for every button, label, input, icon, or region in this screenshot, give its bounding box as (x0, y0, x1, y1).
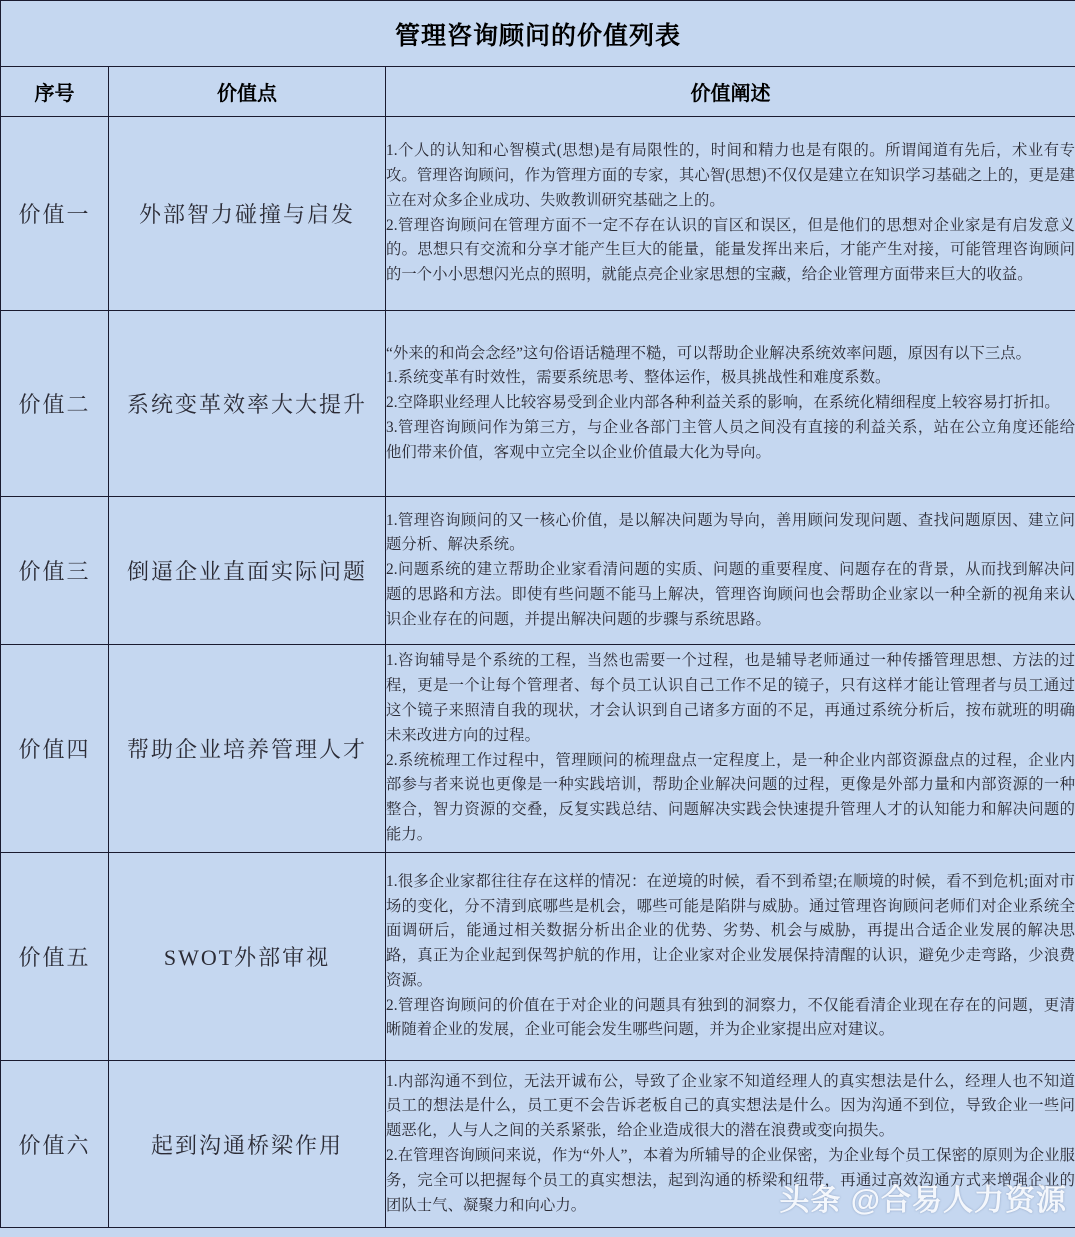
column-header-point: 价值点 (109, 67, 386, 117)
row-number-cell: 价值五 (1, 853, 109, 1061)
row-description-cell (386, 1061, 1075, 1228)
description-paragraph: 2.问题系统的建立帮助企业家看清问题的实质、问题的重要程度、问题存在的背景，从而找到解决问题的思路和方法。即使有些问题不能马上解决，管理咨询顾问也会帮助企业家以一种全新的视角来认识企业存在的问题，并提出解决问题的步骤与系统思路。 (386, 561, 1075, 628)
description-paragraph: 1.个人的认知和心智模式(思想)是有局限性的，时间和精力也是有限的。所谓闻道有先后，术业有专攻。管理咨询顾问，作为管理方面的专家，其心智(思想)不仅仅是建立在知识学习基础之上的，更是建立在对众多企业成功、失败教训研究基础之上的。 (386, 142, 1075, 209)
table-header-row (1, 67, 1075, 117)
row-number-cell: 价值六 (1, 1061, 109, 1228)
watermark-text: 头条 @合易人力资源 (779, 1184, 1067, 1217)
row-description-cell (386, 311, 1075, 497)
row-description-cell (386, 853, 1075, 1061)
description-paragraph: 2.管理咨询顾问在管理方面不一定不存在认识的盲区和误区，但是他们的思想对企业家是有启发意义的。思想只有交流和分享才能产生巨大的能量，能量发挥出来后，才能产生对接，可能管理咨询顾问的一个小小思想闪光点的照明，就能点亮企业家思想的宝藏，给企业管理方面带来巨大的收益。 (386, 216, 1075, 284)
row-value-point-cell: SWOT外部审视 (109, 853, 386, 1061)
row-description-cell (386, 497, 1075, 645)
row-description-cell (386, 117, 1075, 311)
column-header-no: 序号 (1, 67, 109, 117)
table-title-row (1, 1, 1075, 67)
description-paragraph: 2.在管理咨询顾问来说，作为“外人”，本着为所辅导的企业保密，为企业每个员工保密的原则为企业服务，完全可以把握每个员工的真实想法，起到沟通的桥梁和纽带，再通过高效沟通方式来增强企业的团队士气、凝聚力和向心力。 (386, 1147, 1075, 1214)
description-paragraph: 2.管理咨询顾问的价值在于对企业的问题具有独到的洞察力，不仅能看清企业现在存在的问题，更清晰随着企业的发展，企业可能会发生哪些问题，并为企业家提出应对建议。 (386, 996, 1075, 1039)
description-paragraph: 2.系统梳理工作过程中，管理顾问的梳理盘点一定程度上，是一种企业内部资源盘点的过程，企业内部参与者来说也更像是一种实践培训，帮助企业解决问题的过程，更像是外部力量和内部资源的一种整合，智力资源的交叠，反复实践总结、问题解决实践会快速提升管理人才的认知能力和解决问题的能力。 (386, 751, 1075, 843)
description-paragraph: 2.空降职业经理人比较容易受到企业内部各种利益关系的影响，在系统化精细程度上较容易打折扣。 (386, 394, 1060, 412)
row-number-cell: 价值二 (1, 311, 109, 497)
table-row (1, 645, 1075, 853)
row-value-point-cell: 系统变革效率大大提升 (109, 311, 386, 497)
row-description-cell (386, 645, 1075, 853)
description-paragraph: 1.系统变革有时效性，需要系统思考、整体运作，极具挑战性和难度系数。 (386, 369, 891, 387)
column-header-desc: 价值阐述 (386, 67, 1075, 117)
row-value-point-cell: 帮助企业培养管理人才 (109, 645, 386, 853)
row-value-point-cell: 倒逼企业直面实际问题 (109, 497, 386, 645)
row-number-cell: 价值四 (1, 645, 109, 853)
description-paragraph: 1.管理咨询顾问的又一核心价值，是以解决问题为导向，善用顾问发现问题、查找问题原因、建立问题分析、解决系统。 (386, 511, 1075, 554)
row-value-point-cell: 外部智力碰撞与启发 (109, 117, 386, 311)
description-paragraph: 1.很多企业家都往往存在这样的情况：在逆境的时候，看不到希望;在顺境的时候，看不到危机;面对市场的变化，分不清到底哪些是机会，哪些可能是陷阱与威胁。通过管理咨询顾问老师们对企业系统全面调研后，能通过相关数据分析出企业的优势、劣势、机会与威胁，再提出合适企业发展的解决思路，真正为企业起到保驾护航的作用，让企业家对企业发展保持清醒的认识，避免少走弯路，少浪费资源。 (386, 872, 1075, 989)
page-title: 管理咨询顾问的价值列表 (1, 1, 1075, 67)
table-row (1, 311, 1075, 497)
row-number-cell: 价值一 (1, 117, 109, 311)
description-paragraph: 1.咨询辅导是个系统的工程，当然也需要一个过程，也是辅导老师通过一种传播管理思想、方法的过程，更是一个让每个管理者、每个员工认识自己工作不足的镜子，只有这样才能让管理者与员工通过这个镜子来照清自我的现状，才会认识到自己诸多方面的不足，再通过系统分析后，按布就班的明确未来改进方向的过程。 (386, 652, 1075, 744)
description-paragraph: “外来的和尚会念经”这句俗语话糙理不糙，可以帮助企业解决系统效率问题，原因有以下三点。 (386, 344, 1032, 362)
table-row (1, 117, 1075, 311)
row-number-cell: 价值三 (1, 497, 109, 645)
table-row (1, 853, 1075, 1061)
row-value-point-cell: 起到沟通桥梁作用 (109, 1061, 386, 1228)
table-row (1, 1061, 1075, 1228)
description-paragraph: 3.管理咨询顾问作为第三方，与企业各部门主管人员之间没有直接的利益关系，站在公立角度还能给他们带来价值，客观中立完全以企业价值最大化为导向。 (386, 418, 1075, 461)
table-row (1, 497, 1075, 645)
description-paragraph: 1.内部沟通不到位，无法开诚布公，导致了企业家不知道经理人的真实想法是什么，经理人也不知道员工的想法是什么，员工更不会告诉老板自己的真实想法是什么。因为沟通不到位，导致企业一些问题恶化，人与人之间的关系紧张，给企业造成很大的潜在浪费或变向损失。 (386, 1072, 1075, 1140)
